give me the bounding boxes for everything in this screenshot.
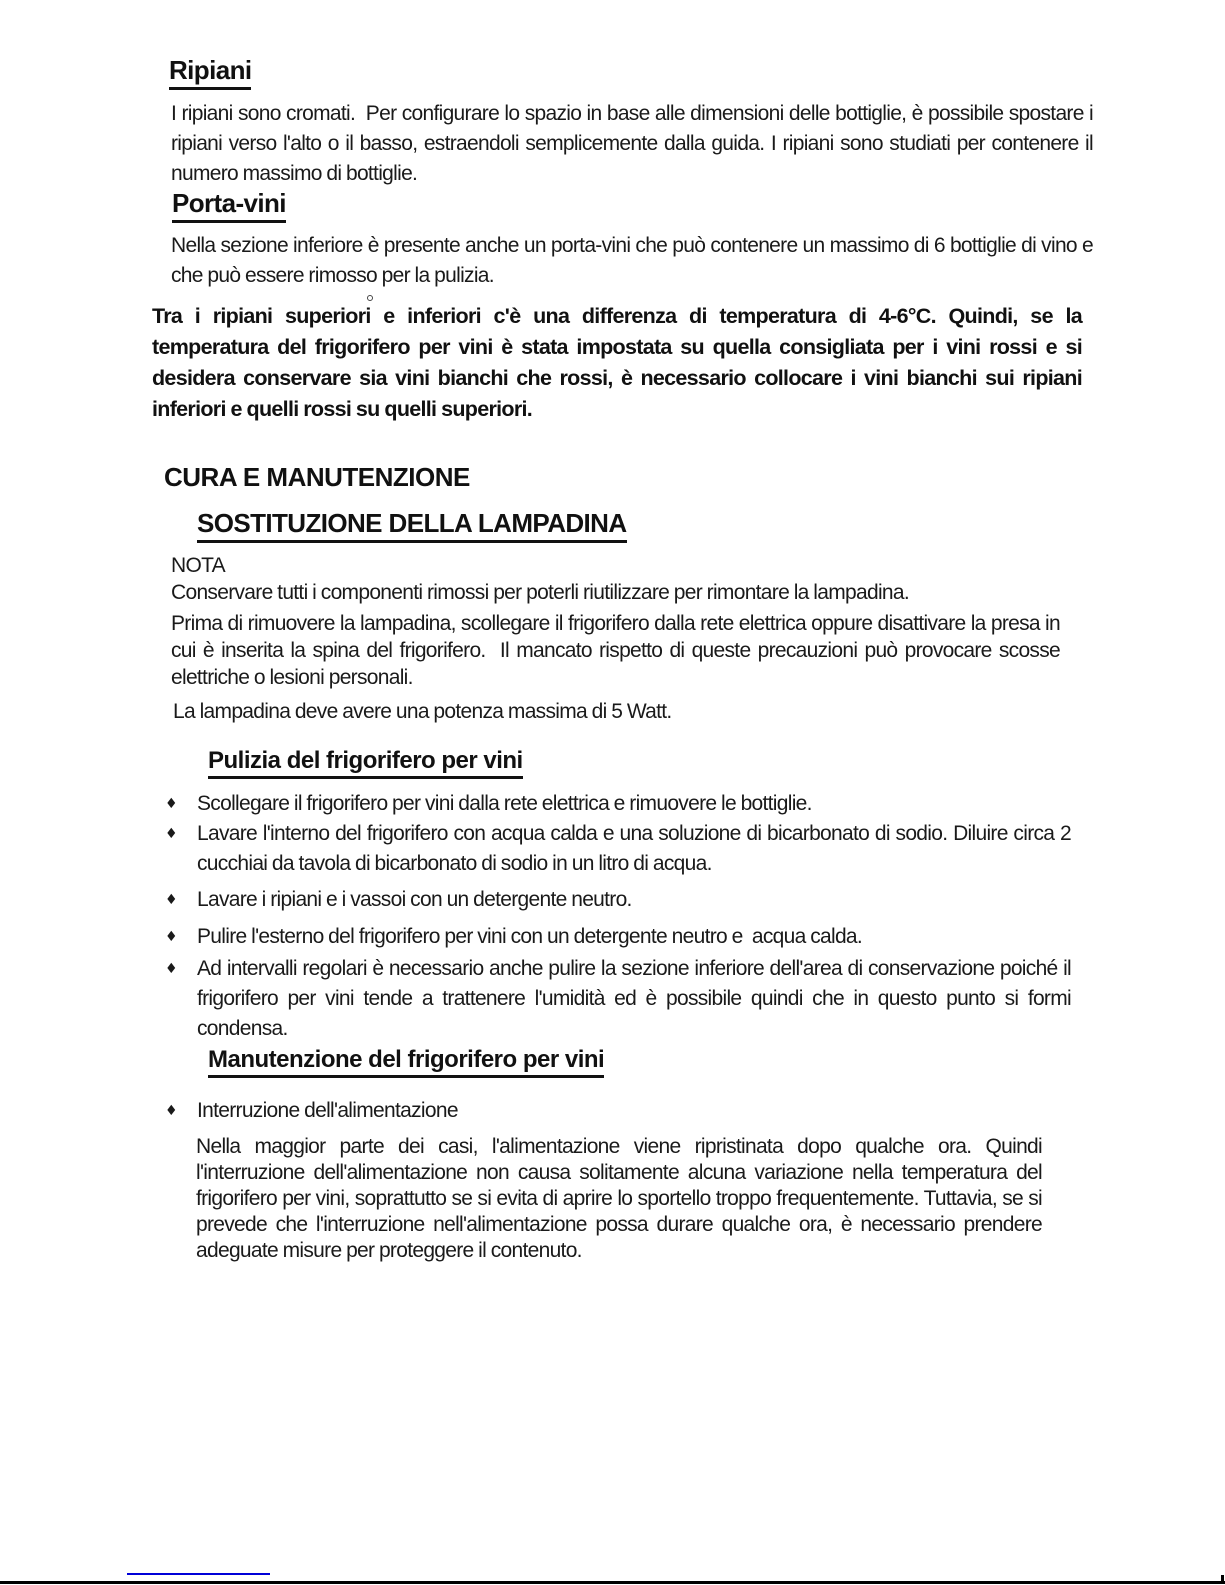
paragraph-temperature-note: Tra i ripiani superiori e inferiori c'è una differenza di temperatura di 4-6°C. Quindi, se la temperatura del frigorifero per vini è stata impostata su quella consigliata per i vini rossi e si desidera conservare sia vini bianchi che rossi, è necessario collocare i vini bianchi sui ripiani inferiori e quelli rossi su quelli superiori. [152, 304, 1087, 421]
list-item [165, 819, 1076, 879]
list-item [165, 885, 1071, 915]
bullet-text: Scollegare il frigorifero per vini dalla rete elettrica e rimuovere le bottiglie. [197, 792, 812, 815]
footer-link-underline [127, 1573, 270, 1575]
list-item [165, 922, 1071, 952]
list-item [165, 954, 1076, 1044]
paragraph-ripiani: I ripiani sono cromati. Per configurare lo spazio in base alle dimensioni delle bottiglie, è possibile spostare i ripiani verso l'alto o il basso, estraendoli semplicemente dalla guida. I ripiani sono studiati per contenere il numero massimo di bottiglie. [171, 102, 1098, 185]
page-bottom-rule [0, 1581, 1225, 1584]
diamond-bullet-icon: ♦ [165, 796, 178, 812]
list-item [165, 789, 1071, 819]
list-item [165, 1096, 1071, 1126]
heading-manutenzione: Manutenzione del frigorifero per vini [208, 1046, 604, 1078]
paragraph-porta-vini: Nella sezione inferiore è presente anche un porta-vini che può contenere un massimo di 6 bottiglie di vino e che può essere rimosso per la pulizia. [171, 234, 1098, 287]
paragraph-interruzione: Nella maggior parte dei casi, l'alimentazione viene ripristinata dopo qualche ora. Quindi l'interruzione dell'alimentazione non causa solitamente alcuna variazione nella temperatura del frigorifero per vini, soprattutto se si evita di aprire lo sportello troppo frequentemente. Tuttavia, se si prevede che l'interruzione nell'alimentazione possa durare qualche ora, è necessario prendere adeguate misure per proteggere il contenuto. [196, 1135, 1047, 1262]
paragraph-nota: Conservare tutti i componenti rimossi per poterli riutilizzare per rimontare la lampadina. [171, 581, 910, 604]
heading-cura-e-manutenzione: CURA E MANUTENZIONE [164, 462, 470, 492]
heading-sostituzione-lampadina: SOSTITUZIONE DELLA LAMPADINA [197, 508, 627, 543]
bullet-text: Interruzione dell'alimentazione [197, 1099, 458, 1122]
nota-label: NOTA [171, 554, 225, 577]
heading-ripiani: Ripiani [169, 55, 251, 90]
diamond-bullet-icon: ♦ [165, 826, 178, 842]
diamond-bullet-icon: ♦ [165, 892, 178, 908]
bullet-text: Lavare i ripiani e i vassoi con un detergente neutro. [197, 888, 632, 911]
paragraph-warning-lampadina: Prima di rimuovere la lampadina, scollegare il frigorifero dalla rete elettrica oppure disattivare la presa in cui è inserita la spina del frigorifero. Il mancato rispetto di queste precauzioni può provocare scosse elettriche o lesioni personali. [171, 612, 1065, 689]
bullet-text: Pulire l'esterno del frigorifero per vini con un detergente neutro e acqua calda. [197, 925, 863, 948]
diamond-bullet-icon: ♦ [165, 961, 178, 977]
diamond-bullet-icon: ♦ [165, 929, 178, 945]
bullet-text: Ad intervalli regolari è necessario anche pulire la sezione inferiore dell'area di conservazione poiché il frigorifero per vini tende a trattenere l'umidità ed è possibile quindi che in questo punto si formi condensa. [197, 957, 1076, 1040]
bullet-text: Lavare l'interno del frigorifero con acqua calda e una soluzione di bicarbonato di sodio. Diluire circa 2 cucchiai da tavola di bicarbonato di sodio in un litro di acqua. [197, 822, 1076, 875]
heading-pulizia: Pulizia del frigorifero per vini [208, 747, 523, 779]
paragraph-wattage: La lampadina deve avere una potenza massima di 5 Watt. [173, 700, 672, 723]
diamond-bullet-icon: ♦ [165, 1103, 178, 1119]
page-bottom-rule-right-tick [1221, 1575, 1224, 1582]
heading-porta-vini: Porta-vini [172, 188, 286, 223]
